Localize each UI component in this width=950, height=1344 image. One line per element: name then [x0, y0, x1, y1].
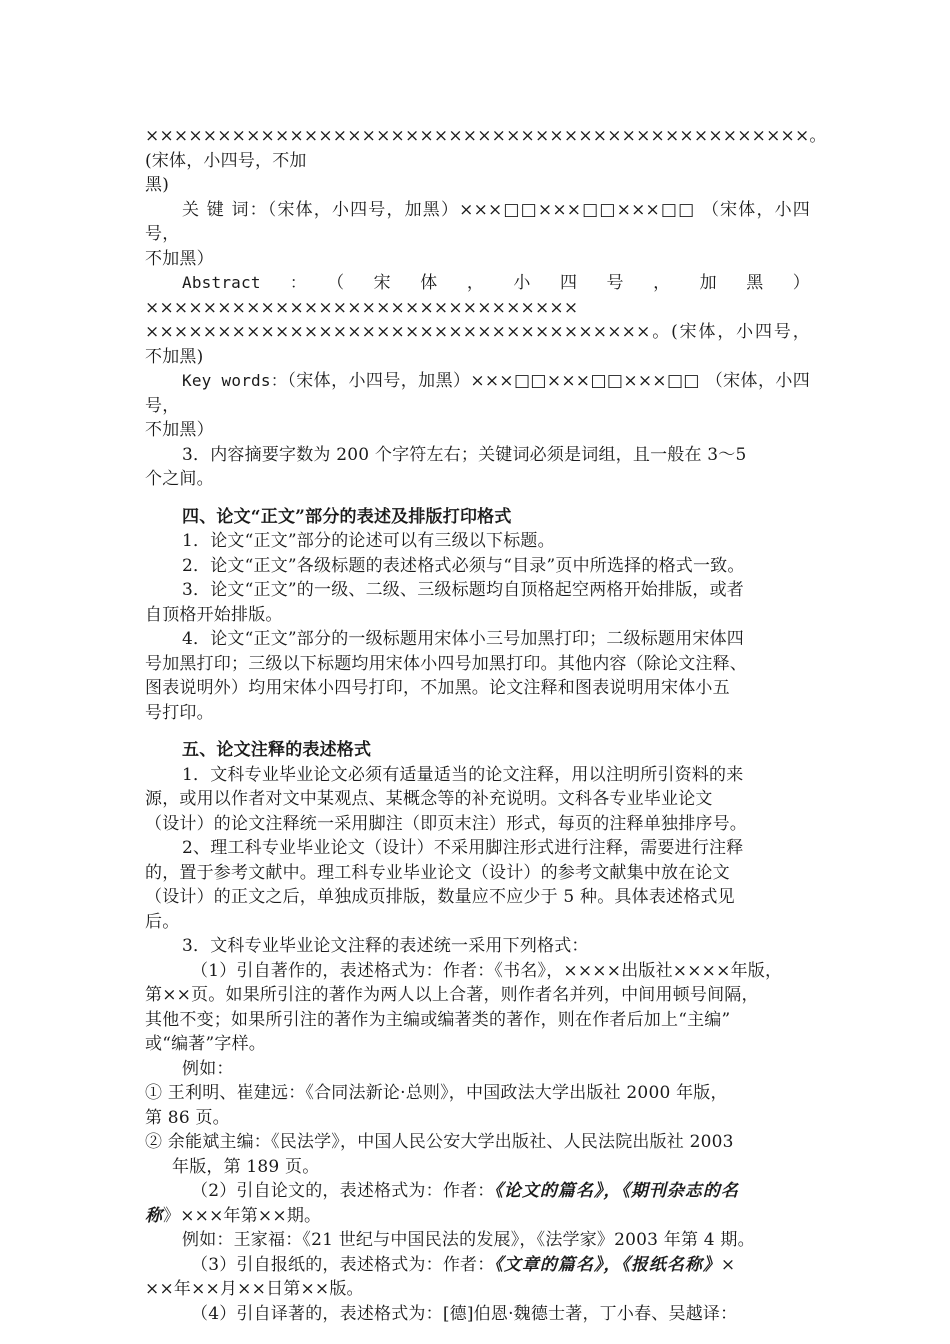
example-line: ② 余能斌主编：《民法学》，中国人民公安大学出版社、人民法院出版社 2003: [145, 1132, 734, 1152]
paragraph-line: 3．内容摘要字数为 200 个字符左右；关键词必须是词组，且一般在 3～5: [182, 444, 747, 465]
example-line: 第 86 页。: [145, 1107, 230, 1128]
keywords-cn-line: 关 键 词：（宋体，小四号，加黑）×××□□×××□□×××□□ （宋体，小四号，: [145, 199, 810, 244]
paragraph-line: 的，置于参考文献中。理工科专业毕业论文（设计）的参考文献集中放在论文: [145, 862, 730, 883]
paragraph-line: 1．论文“正文”部分的论述可以有三级以下标题。: [182, 531, 555, 551]
format-text: ×: [720, 1254, 736, 1275]
abstract-en-line: [145, 271, 810, 320]
format-text: 》×××年第××期。: [163, 1205, 322, 1226]
keywords-en-label: Key words：: [182, 371, 288, 390]
format-italic-text: 《论文的篇名》，《期刊杂志的名: [494, 1181, 739, 1201]
paragraph-line: 4．论文“正文”部分的一级标题用宋体小三号加黑打印；二级标题用宋体四: [182, 629, 744, 649]
format-item-line: [145, 1204, 810, 1229]
format-text: （2）引自论文的，表述格式为：作者：: [191, 1181, 495, 1201]
abstract-line: ××××××××××××××××××××××××××××××××××××××××××××××。(宋体，小四号，不加: [145, 126, 827, 171]
format-item-line: 第××页。如果所引注的著作为两人以上合著，则作者名并列，中间用顿号间隔，: [145, 985, 759, 1005]
format-item-line: 其他不变；如果所引注的著作为主编或编著类的著作，则在作者后加上“主编”: [145, 1009, 731, 1030]
keywords-en-line: 不加黑）: [145, 420, 214, 440]
example-line: 例如：王家福：《21 世纪与中国民法的发展》，《法学家》2003 年第 4 期。: [182, 1230, 755, 1250]
abstract-line: 黑): [145, 175, 170, 195]
paragraph-line: 2．论文“正文”各级标题的表述格式必须与“目录”页中所选择的格式一致。: [182, 555, 745, 576]
example-label: 例如：: [182, 1058, 234, 1079]
example-line: 年版，第 189 页。: [172, 1156, 320, 1177]
paragraph-line: 3．文科专业毕业论文注释的表述统一采用下列格式：: [182, 936, 589, 956]
format-italic-text: 《文章的篇名》，《报纸名称》: [494, 1254, 721, 1275]
format-item-line: ××年××月××日第××版。: [145, 1279, 364, 1299]
example-line: ① 王利明、崔建远：《合同法新论·总则》，中国政法大学出版社 2000 年版，: [145, 1083, 728, 1103]
format-text: （3）引自报纸的，表述格式为：作者：: [191, 1254, 495, 1275]
keywords-cn-line: 不加黑）: [145, 248, 214, 269]
format-item-line: 或“编著”字样。: [145, 1034, 266, 1054]
paragraph-line: 后。: [145, 911, 180, 932]
paragraph-line: （设计）的正文之后，单独成页排版，数量应不应少于 5 种。具体表述格式见: [145, 887, 735, 907]
format-item-line: [145, 1253, 810, 1278]
paragraph-line: 个之间。: [145, 469, 214, 489]
paragraph-line: 1．文科专业毕业论文必须有适量适当的论文注释，用以注明所引资料的来: [182, 764, 744, 785]
format-item-line: [145, 1179, 810, 1204]
format-italic-text: 称: [145, 1205, 163, 1226]
paragraph-line: 源，或用以作者对文中某观点、某概念等的补充说明。文科各专业毕业论文: [145, 789, 713, 809]
abstract-en-line: ×××××××××××××××××××××××××××××××××××。(宋体，小四号，不加黑): [145, 322, 810, 367]
paragraph-line: （设计）的论文注释统一采用脚注（即页末注）形式，每页的注释单独排序号。: [145, 813, 747, 834]
paragraph-line: 自顶格开始排版。: [145, 604, 283, 625]
abstract-en-label: Abstract：: [182, 273, 336, 292]
paragraph-line: 2、理工科专业毕业论文（设计）不采用脚注形式进行注释，需要进行注释: [182, 838, 744, 858]
keywords-en-text: （宋体，小四号，加黑）×××□□×××□□×××□□ （宋体，小四号，: [145, 371, 810, 416]
section-heading-4: 四、论文“正文”部分的表述及排版打印格式: [182, 506, 512, 527]
paragraph-line: 号加黑打印；三级以下标题均用宋体小四号加黑打印。其他内容（除论文注释、: [145, 653, 747, 674]
paragraph-line: 3．论文“正文”的一级、二级、三级标题均自顶格起空两格开始排版，或者: [182, 580, 744, 600]
paragraph-line: 图表说明外）均用宋体小四号打印，不加黑。论文注释和图表说明用宋体小五: [145, 678, 730, 698]
abstract-en-text: （宋体，小四号，加黑）××××××××××××××××××××××××××××××: [145, 273, 810, 318]
section-heading-5: 五、论文注释的表述格式: [182, 740, 372, 760]
format-item-line: （1）引自著作的，表述格式为：作者：《书名》，××××出版社××××年版，: [191, 960, 783, 981]
document-body: [145, 124, 827, 1326]
format-item-line: （4）引自译著的，表述格式为：[德]伯恩·魏德士著，丁小春、吴越译：: [191, 1303, 738, 1324]
paragraph-line: 号打印。: [145, 702, 214, 723]
keywords-en-line: [145, 369, 810, 418]
